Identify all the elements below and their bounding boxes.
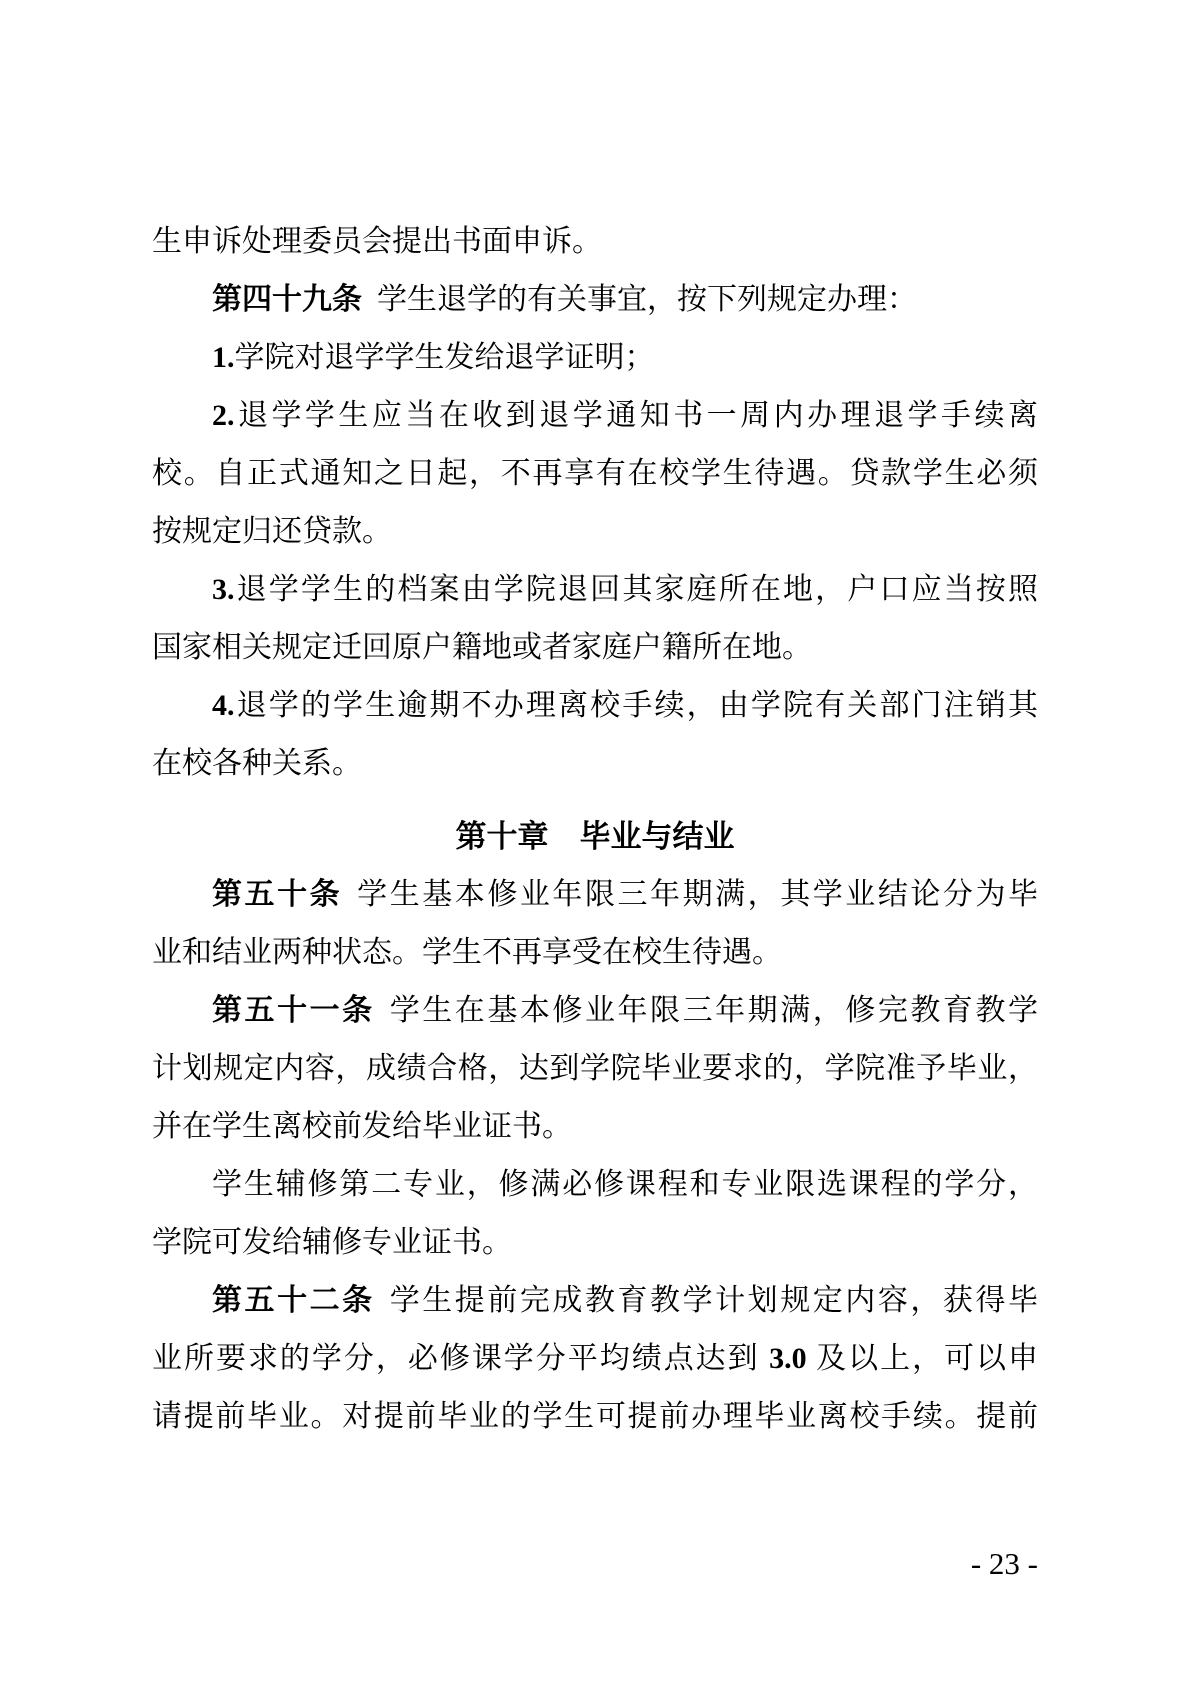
text-line: [152, 924, 1038, 982]
text-run: 学生基本修业年限三年期满，其学业结论分为毕: [357, 878, 1039, 911]
text-block: [152, 213, 1038, 1446]
text-run: 退学的学生逾期不办理离校手续，由学院有关部门注销其: [234, 689, 1038, 722]
text-line: [152, 982, 1038, 1040]
text-run: 请提前毕业。对提前毕业的学生可提前办理毕业离校手续。提前: [152, 1400, 1038, 1433]
text-run: 在校各种关系。: [152, 747, 362, 780]
text-run: 国家相关规定迁回原户籍地或者家庭户籍所在地。: [152, 631, 812, 664]
text-run: 学生退学的有关事宜，按下列规定办理：: [377, 283, 917, 316]
text-line: [152, 213, 1038, 271]
numeral: 3.: [212, 573, 235, 606]
article-number: 第五十条: [212, 878, 343, 911]
numeral: 4.: [212, 689, 235, 722]
text-line: [152, 387, 1038, 445]
text-run: 业所要求的学分，必修课学分平均绩点达到: [152, 1342, 770, 1375]
page-number: - 23 -: [970, 1546, 1038, 1581]
text-run: 按规定归还贷款。: [152, 515, 392, 548]
text-line: [152, 1330, 1038, 1388]
text-run: 及以上，可以申: [806, 1342, 1039, 1375]
text-line: [152, 1388, 1038, 1446]
article-number: 第五十二条: [212, 1284, 375, 1317]
text-line: [152, 677, 1038, 735]
chapter-heading: [152, 808, 1038, 866]
numeral: 2.: [212, 399, 235, 432]
text-line: [152, 866, 1038, 924]
text-line: [152, 271, 1038, 329]
text-run: 计划规定内容，成绩合格，达到学院毕业要求的，学院准予毕业，: [152, 1052, 1038, 1085]
text-run: 生申诉处理委员会提出书面申诉。: [152, 225, 602, 258]
text-line: [152, 1214, 1038, 1272]
page-footer: [971, 1546, 1038, 1582]
text-line: [152, 503, 1038, 561]
text-run: 学生辅修第二专业，修满必修课程和专业限选课程的学分，: [212, 1168, 1038, 1201]
text-run: 第十章 毕业与结业: [455, 819, 735, 854]
numeral: 1.: [212, 341, 235, 374]
text-run: 校。自正式通知之日起，不再享有在校学生待遇。贷款学生必须: [152, 457, 1038, 490]
text-line: [152, 561, 1038, 619]
text-line: [152, 1040, 1038, 1098]
text-run: 退学学生应当在收到退学通知书一周内办理退学手续离: [234, 399, 1038, 432]
text-run: 退学学生的档案由学院退回其家庭所在地，户口应当按照: [234, 573, 1038, 606]
text-line: [152, 445, 1038, 503]
text-run: 学生提前完成教育教学计划规定内容，获得毕: [389, 1284, 1039, 1317]
text-line: [152, 1156, 1038, 1214]
text-run: 学生在基本修业年限三年期满，修完教育教学: [389, 994, 1039, 1027]
article-number: 第四十九条: [212, 283, 362, 316]
text-line: [152, 619, 1038, 677]
text-line: [152, 1098, 1038, 1156]
article-number: 第五十一条: [212, 994, 375, 1027]
text-run: 并在学生离校前发给毕业证书。: [152, 1110, 572, 1143]
text-run: 学院可发给辅修专业证书。: [152, 1226, 512, 1259]
text-line: [152, 329, 1038, 387]
text-run: 业和结业两种状态。学生不再享受在校生待遇。: [152, 936, 782, 969]
text-line: [152, 1272, 1038, 1330]
text-run: 学院对退学学生发给退学证明；: [234, 341, 655, 374]
text-line: [152, 735, 1038, 793]
numeral: 3.0: [769, 1342, 807, 1375]
